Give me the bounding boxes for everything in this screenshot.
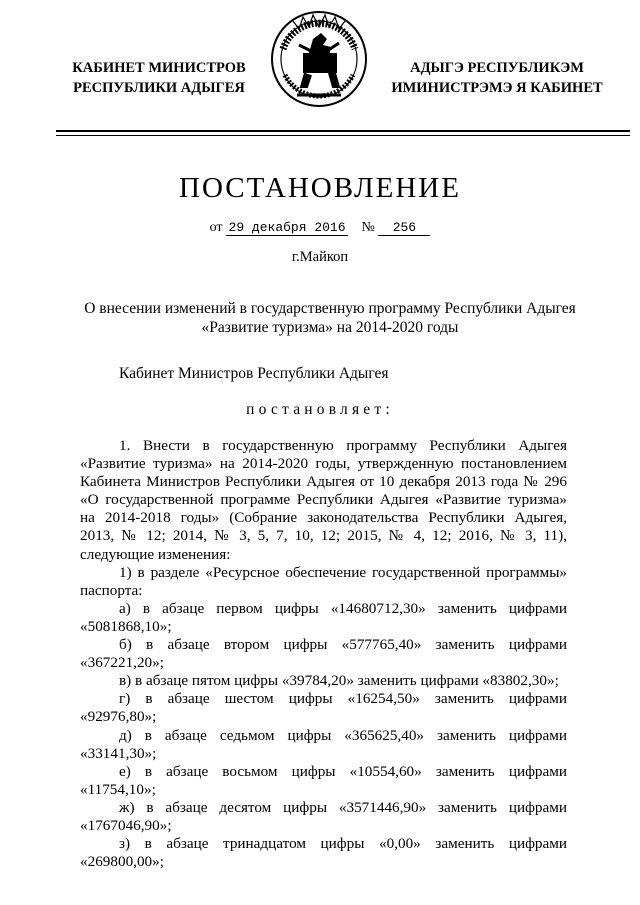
city: г.Майкоп — [291, 249, 349, 265]
paragraph-8: е) в абзаце восьмом цифры «10554,60» заменить цифрами «11754,10»; — [80, 762, 567, 798]
adygea-coat-of-arms-icon — [269, 9, 369, 109]
issuer: Кабинет Министров Республики Адыгея — [119, 365, 389, 382]
header-left-line-2: РЕСПУБЛИКИ АДЫГЕЯ — [73, 80, 245, 96]
paragraph-5: в) в абзаце пятом цифры «39784,20» заменить цифрами «83802,30»; — [119, 672, 559, 690]
date-line — [0, 220, 640, 236]
paragraph-7: д) в абзаце седьмом цифры «365625,40» заменить цифрами «33141,30»; — [80, 726, 567, 762]
date-prefix: от — [209, 220, 223, 235]
paragraph-3: а) в абзаце первом цифры «14680712,30» заменить цифрами «5081868,10»; — [80, 599, 567, 635]
paragraph-2: 1) в разделе «Ресурсное обеспечение государственной программы» паспорта: — [80, 563, 567, 599]
paragraph-10: з) в абзаце тринадцатом цифры «0,00» заменить цифрами «269800,00»; — [80, 835, 567, 871]
document-number: 256 — [378, 221, 430, 236]
document-title: ПОСТАНОВЛЕНИЕ — [179, 172, 461, 204]
document-subject — [60, 299, 600, 337]
paragraph-4: б) в абзаце втором цифры «577765,40» заменить цифрами «367221,20»; — [80, 636, 567, 672]
header-left — [52, 58, 266, 98]
subject-line-1: О внесении изменений в государственную программу Республики Адыгея — [84, 300, 576, 317]
header-right-line-1: АДЫГЭ РЕСПУБЛИКЭМ — [410, 60, 584, 76]
paragraph-6: г) в абзаце шестом цифры «16254,50» заменить цифрами «92976,80»; — [80, 690, 567, 726]
header-right — [372, 58, 622, 98]
number-sign: № — [361, 220, 375, 235]
paragraph-1: 1. Внести в государственную программу Республики Адыгея «Развитие туризма» на 2014-2020 годы, утвержденную постановлением Кабинета Министров Республики Адыгея от 10 декабря 2013 года № 296 «О государственной программе Республики Адыгея «Развитие туризма» на 2014-2018 годы» (Собрание законодательства Республики Адыгея, 2013, № 12; 2014, № 3, 5, 7, 10, 12; 2015, № 4, 12; 2016, № 3, 11), следующие изменения: — [80, 437, 567, 563]
document-date: 29 декабря 2016 — [226, 221, 348, 236]
header-rule-thick — [56, 130, 630, 132]
document-body — [80, 437, 567, 871]
header-left-line-1: КАБИНЕТ МИНИСТРОВ — [72, 60, 246, 76]
decree-word: постановляет: — [246, 401, 394, 418]
header-right-line-2: ИМИНИСТРЭМЭ Я КАБИНЕТ — [391, 80, 603, 96]
header-rule-thin — [56, 135, 630, 136]
paragraph-9: ж) в абзаце десятом цифры «3571446,90» заменить цифрами «1767046,90»; — [80, 798, 567, 834]
subject-line-2: «Развитие туризма» на 2014-2020 годы — [201, 319, 459, 336]
